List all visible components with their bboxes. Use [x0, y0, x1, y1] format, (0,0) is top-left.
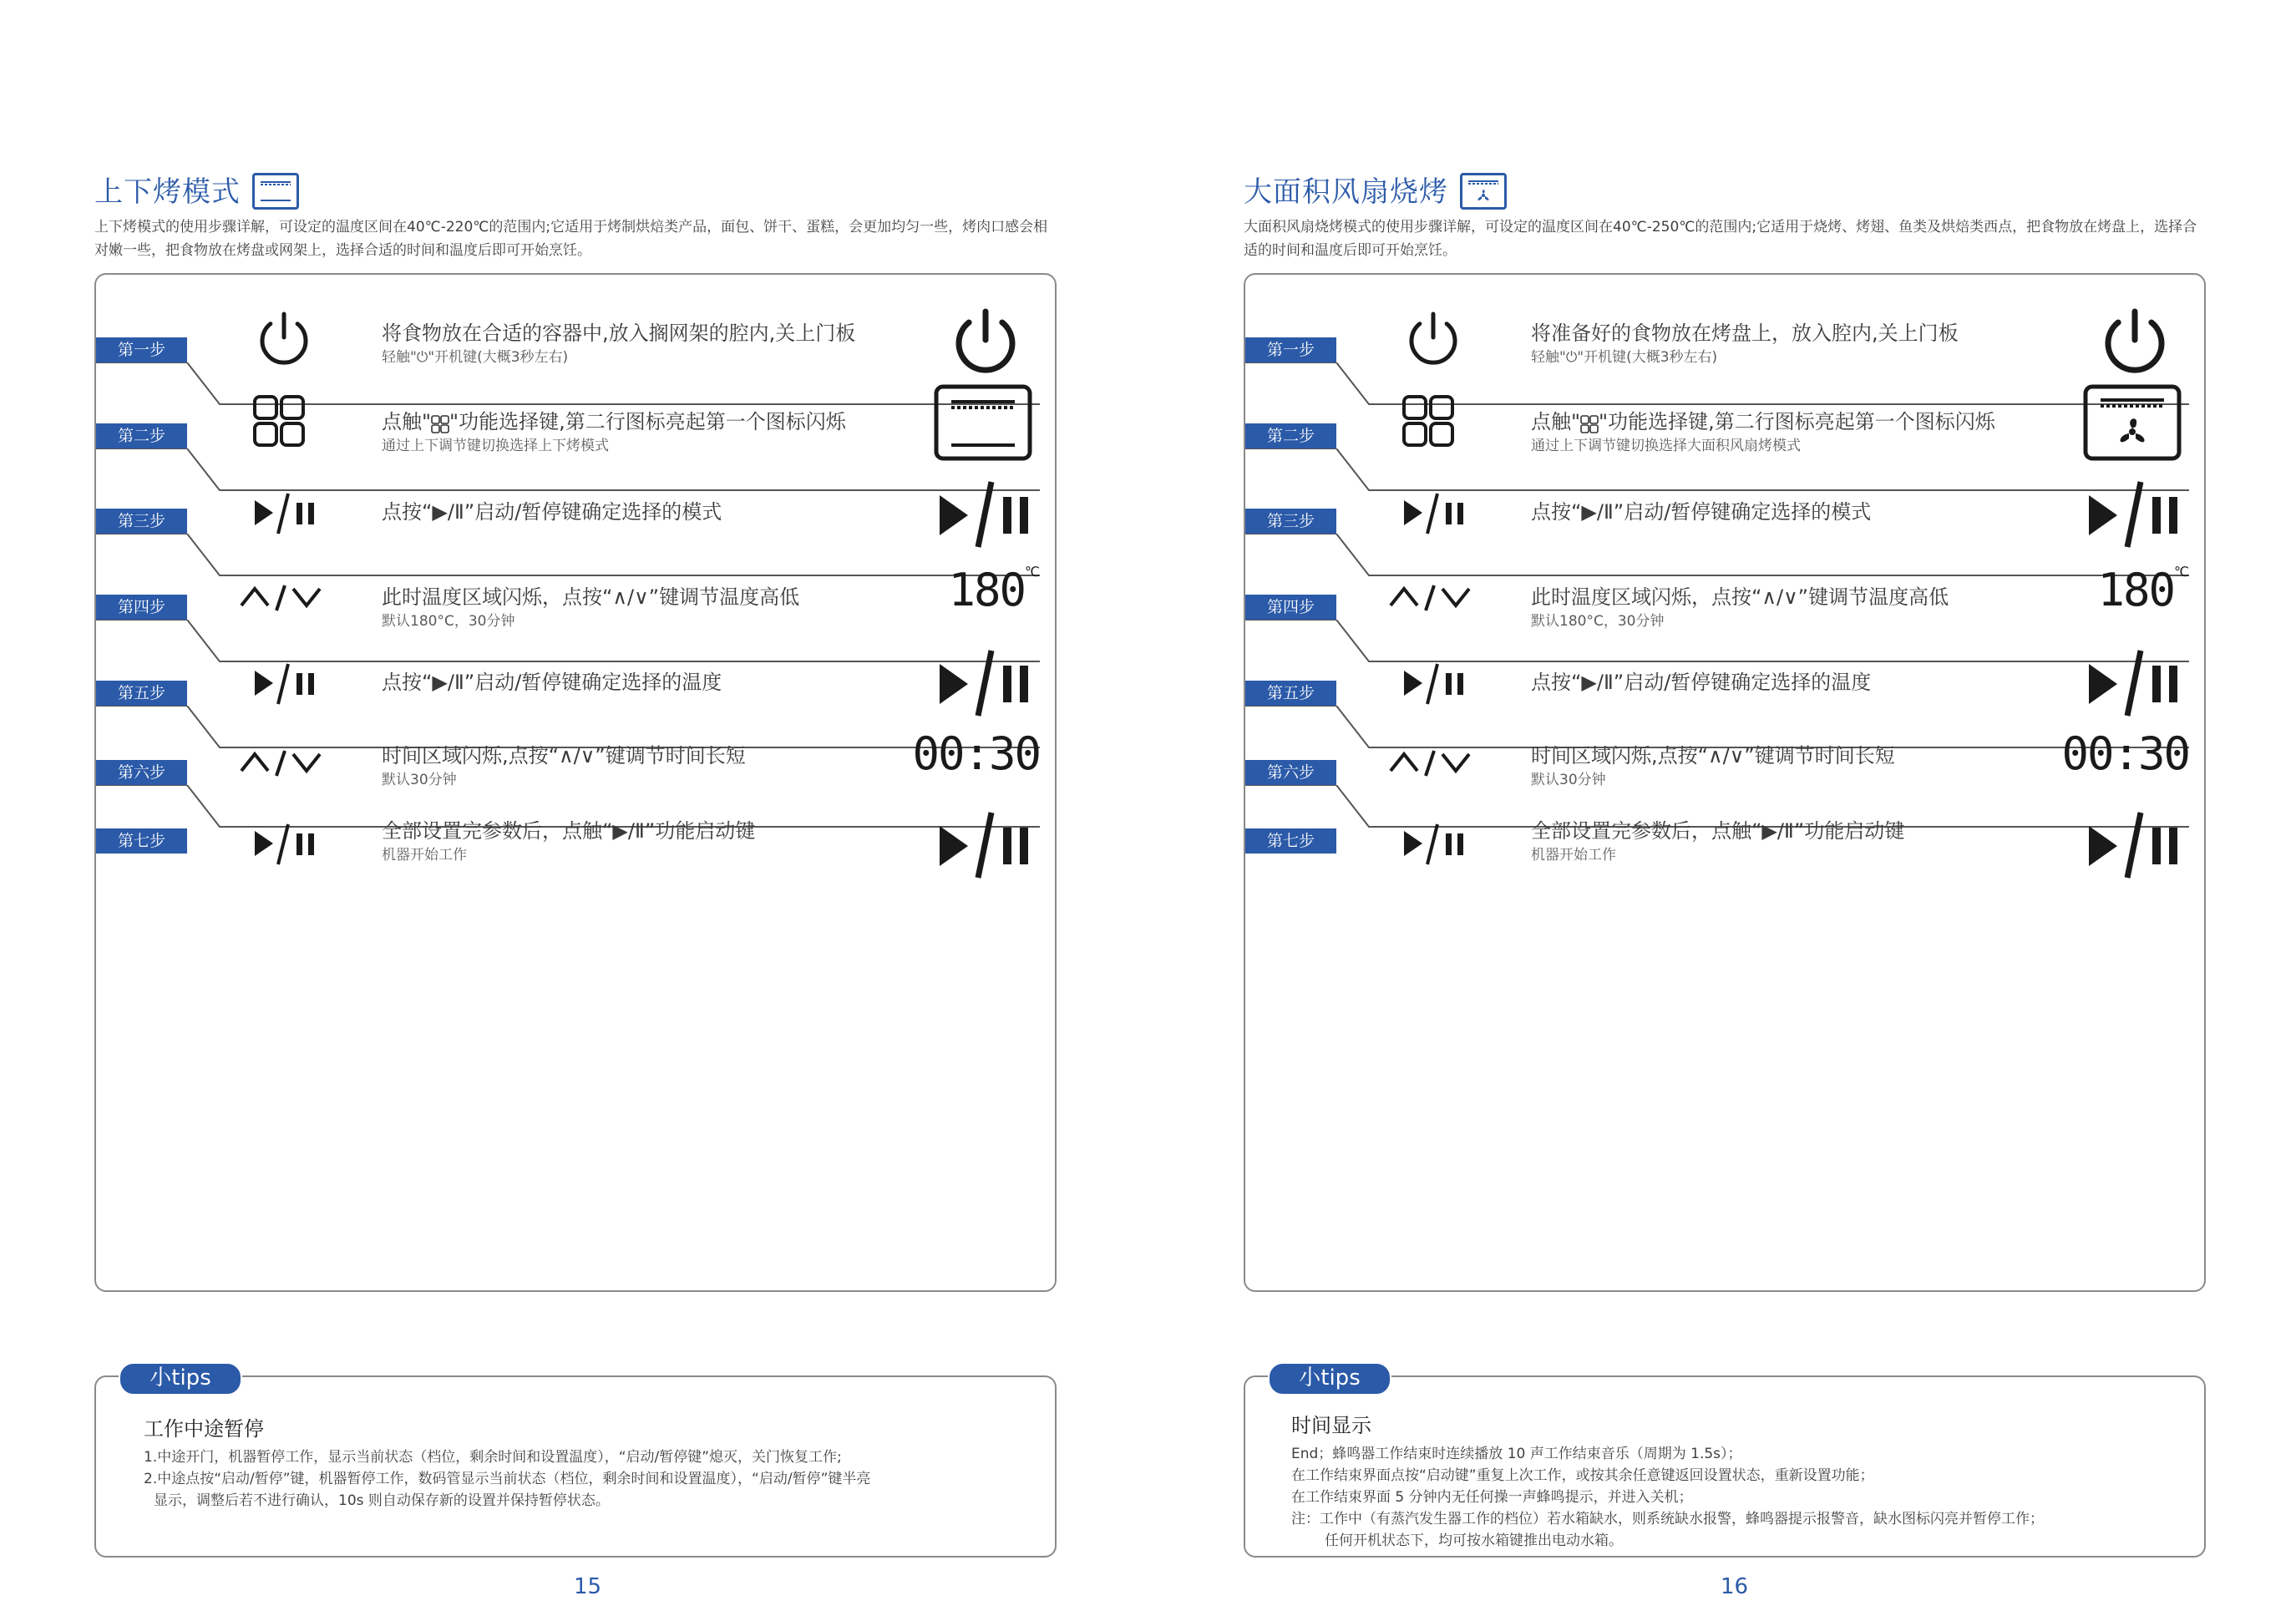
- step-badge: 第三步: [96, 509, 187, 534]
- step-badge: 第四步: [96, 595, 187, 620]
- steps-panel: [94, 273, 1057, 1292]
- up-down-icon: [1387, 724, 1479, 799]
- step-badge: 第六步: [1245, 760, 1336, 785]
- play-pause-icon: [1387, 475, 1479, 550]
- tips-line: 显示，调整后若不进行确认，10s 则自动保存新的设置并保持暂停状态。: [154, 1492, 610, 1509]
- step-badge: 第五步: [96, 681, 187, 706]
- tips-title: 工作中途暂停: [144, 1417, 264, 1441]
- step-note: 通过上下调节键切换选择上下烤模式: [382, 438, 609, 454]
- power-icon: [2081, 298, 2189, 382]
- step-text: [382, 408, 916, 457]
- play-pause-icon: [931, 641, 1040, 724]
- steps-panel: [1244, 273, 2206, 1292]
- step-text: [1531, 584, 2065, 632]
- tips-box: [1244, 1365, 2206, 1558]
- step-instruction: 将准备好的食物放在烤盘上，放入腔内,关上门板: [1531, 322, 1959, 345]
- display-unit: ℃: [1025, 564, 1040, 580]
- step-text: [1531, 669, 2065, 696]
- page-title: [1244, 169, 1507, 212]
- page-title: [94, 169, 299, 212]
- instruction-prefix: 点触": [382, 410, 432, 433]
- top-bottom-heat-icon: [252, 173, 299, 210]
- step-instruction: 点按“▶/Ⅱ”启动/暂停键确定选择的模式: [382, 500, 722, 524]
- step-instruction: 此时温度区域闪烁，点按“∧/∨”键调节温度高低: [382, 585, 800, 609]
- title-text: 大面积风扇烧烤: [1244, 175, 1448, 209]
- play-pause-icon: [1387, 646, 1479, 721]
- step-badge: 第一步: [1245, 337, 1336, 362]
- step-badge: 第四步: [1245, 595, 1336, 620]
- grid-icon: [1580, 413, 1599, 432]
- tips-title: 时间显示: [1291, 1414, 1371, 1437]
- step-text: [382, 818, 916, 866]
- tips-line: 在工作结束界面 5 分钟内无任何操一声蜂鸣提示，并进入关机；: [1291, 1489, 1693, 1506]
- tips-box: [94, 1365, 1057, 1558]
- page-16: [1148, 0, 2295, 1621]
- step-badge: 第五步: [1245, 681, 1336, 706]
- play-pause-icon: [2081, 472, 2189, 555]
- step-instruction: [1531, 408, 2065, 435]
- step-note: 通过上下调节键切换选择大面积风扇烤模式: [1531, 438, 1801, 454]
- step-text: [382, 499, 916, 525]
- digital-display: [2081, 549, 2189, 632]
- step-text: [382, 320, 916, 368]
- step-instruction: 全部设置完参数后，点触“▶/Ⅱ”功能启动键: [382, 819, 756, 843]
- play-pause-icon: [931, 472, 1040, 555]
- tips-badge: 小tips: [119, 1362, 242, 1396]
- display-value: 00:30: [2061, 727, 2189, 780]
- step-badge: 第二步: [1245, 423, 1336, 448]
- instruction-suffix: "功能选择键,第二行图标亮起第一个图标闪烁: [1599, 410, 1995, 433]
- mode-description: 上下烤模式的使用步骤详解，可设定的温度区间在40℃-220℃的范围内;它适用于烤制烘焙类产品，面包、饼干、蛋糕，会更加均匀一些，烤肉口感会相对嫩一些，把食物放在烤盘或网架上，选择合适的时间和温度后即可开始烹饪。: [94, 219, 1048, 259]
- tips-line: 任何开机状态下，均可按水箱键推出电动水箱。: [1325, 1532, 1623, 1549]
- grid-icon: [238, 385, 330, 460]
- step-badge: 第三步: [1245, 509, 1336, 534]
- step-badge: 第七步: [1245, 828, 1336, 854]
- tips-line: 2.中途点按“启动/暂停”键，机器暂停工作，数码管显示当前状态（档位，剩余时间和设置温度），“启动/暂停”键半亮: [144, 1471, 871, 1487]
- up-down-icon: [1387, 559, 1479, 634]
- step-badge: 第七步: [96, 828, 187, 854]
- step-text: [382, 584, 916, 632]
- display-value: 180: [948, 564, 1025, 616]
- step-instruction: 时间区域闪烁,点按“∧/∨”键调节时间长短: [1531, 744, 1895, 767]
- step-text: [1531, 320, 2065, 368]
- step-text: [382, 669, 916, 696]
- play-pause-icon: [238, 806, 330, 881]
- digital-display: [931, 549, 1040, 632]
- step-text: [1531, 742, 2065, 791]
- step-note: 轻触"⏻"开机键(大概3秒左右): [382, 349, 569, 366]
- play-pause-icon: [1387, 806, 1479, 881]
- step-instruction: 将食物放在合适的容器中,放入搁网架的腔内,关上门板: [382, 322, 856, 345]
- power-icon: [931, 298, 1040, 382]
- step-instruction: 此时温度区域闪烁，点按“∧/∨”键调节温度高低: [1531, 585, 1949, 609]
- step-instruction: 全部设置完参数后，点触“▶/Ⅱ”功能启动键: [1531, 819, 1905, 843]
- instruction-suffix: "功能选择键,第二行图标亮起第一个图标闪烁: [449, 410, 846, 433]
- step-note: 轻触"⏻"开机键(大概3秒左右): [1531, 349, 1718, 366]
- step-text: [1531, 818, 2065, 866]
- play-pause-icon: [238, 475, 330, 550]
- page-number: 16: [1721, 1574, 1749, 1599]
- instruction-prefix: 点触": [1531, 410, 1581, 433]
- fan-grill-icon: [1460, 173, 1507, 210]
- step-text: [1531, 499, 2065, 525]
- step-note: 默认180°C，30分钟: [1531, 613, 1665, 630]
- step-instruction: 点按“▶/Ⅱ”启动/暂停键确定选择的模式: [1531, 500, 1872, 524]
- digital-display: [912, 712, 1040, 796]
- digital-display: [2061, 712, 2189, 796]
- power-icon: [1387, 300, 1479, 375]
- mode-description: 大面积风扇烧烤模式的使用步骤详解，可设定的温度区间在40℃-250℃的范围内;它适用于烧烤、烤翅、鱼类及烘焙类西点，把食物放在烤盘上，选择合适的时间和温度后即可开始烹饪。: [1244, 219, 2197, 259]
- step-instruction: 点按“▶/Ⅱ”启动/暂停键确定选择的温度: [1531, 671, 1872, 694]
- step-instruction: 时间区域闪烁,点按“∧/∨”键调节时间长短: [382, 744, 746, 767]
- tips-badge: 小tips: [1268, 1362, 1391, 1396]
- tips-line: 注：工作中（有蒸汽发生器工作的档位）若水箱缺水，则系统缺水报警，蜂鸣器提示报警音，缺水图标闪亮并暂停工作；: [1291, 1511, 2044, 1527]
- up-down-icon: [238, 724, 330, 799]
- play-pause-icon: [238, 646, 330, 721]
- tips-body: [144, 1412, 1029, 1512]
- display-unit: ℃: [2174, 564, 2189, 580]
- power-icon: [238, 300, 330, 375]
- step-badge: 第六步: [96, 760, 187, 785]
- step-note: 默认30分钟: [382, 772, 457, 788]
- step-note: 机器开始工作: [382, 847, 467, 864]
- tips-line: 1.中途开门，机器暂停工作，显示当前状态（档位，剩余时间和设置温度），“启动/暂停键”熄灭，关门恢复工作;: [144, 1449, 842, 1466]
- step-note: 机器开始工作: [1531, 847, 1616, 864]
- step-badge: 第二步: [96, 423, 187, 448]
- step-text: [382, 742, 916, 791]
- tips-body: [1291, 1409, 2177, 1552]
- grid-icon: [431, 413, 449, 432]
- display-value: 180: [2097, 564, 2174, 616]
- title-text: 上下烤模式: [94, 175, 241, 209]
- step-note: 默认180°C，30分钟: [382, 613, 515, 630]
- step-note: 默认30分钟: [1531, 772, 1606, 788]
- display-value: 00:30: [912, 727, 1040, 780]
- step-badge: 第一步: [96, 337, 187, 362]
- play-pause-icon: [2081, 641, 2189, 724]
- grid-icon: [1387, 385, 1479, 460]
- play-pause-icon: [931, 803, 1040, 886]
- step-instruction: [382, 408, 916, 435]
- top-bottom-heat-icon: [931, 380, 1040, 464]
- step-instruction: 点按“▶/Ⅱ”启动/暂停键确定选择的温度: [382, 671, 722, 694]
- tips-line: 在工作结束界面点按“启动键”重复上次工作，或按其余任意键返回设置状态，重新设置功能；: [1291, 1467, 1874, 1484]
- tips-line: End；蜂鸣器工作结束时连续播放 10 声工作结束音乐（周期为 1.5s）；: [1291, 1446, 1742, 1462]
- up-down-icon: [238, 559, 330, 634]
- play-pause-icon: [2081, 803, 2189, 886]
- page-number: 15: [574, 1574, 602, 1599]
- step-text: [1531, 408, 2065, 457]
- fan-grill-icon: [2081, 380, 2189, 464]
